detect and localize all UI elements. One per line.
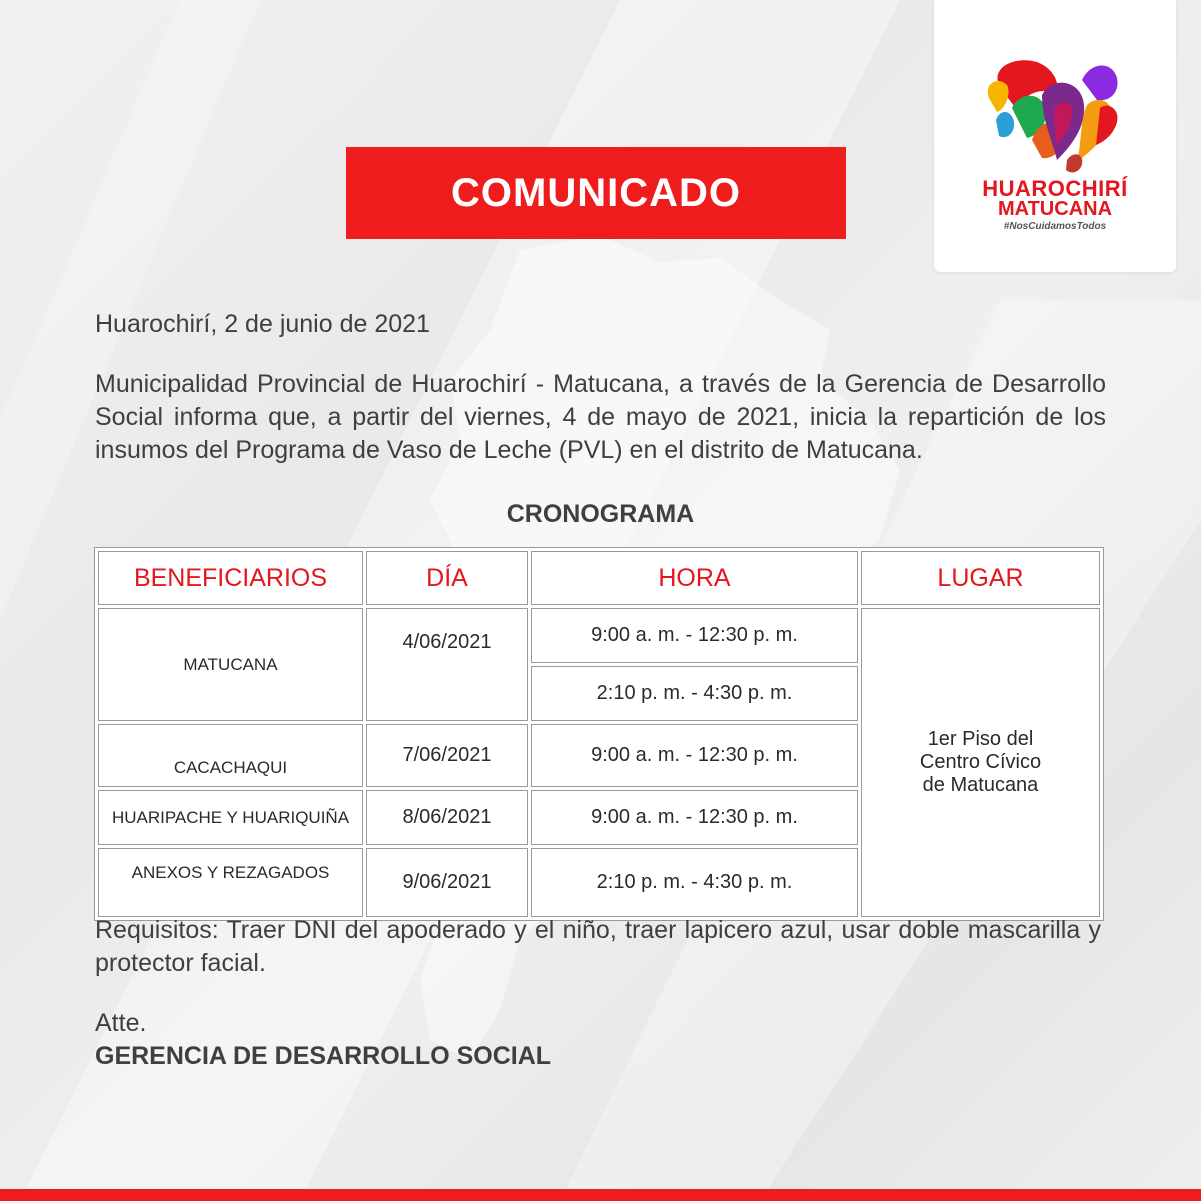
date-line: Huarochirí, 2 de junio de 2021 bbox=[95, 310, 430, 338]
requisitos-paragraph: Requisitos: Traer DNI del apoderado y el niño, traer lapicero azul, usar doble mascarilla y protector facial. bbox=[95, 916, 1101, 977]
hora-cell: 9:00 a. m. - 12:30 p. m. bbox=[531, 724, 858, 787]
dia-cell: 8/06/2021 bbox=[366, 790, 528, 845]
signature: GERENCIA DE DESARROLLO SOCIAL bbox=[95, 1042, 552, 1070]
lugar-line: 1er Piso del bbox=[927, 728, 1034, 750]
hora-cell: 9:00 a. m. - 12:30 p. m. bbox=[531, 790, 858, 845]
bottom-red-bar bbox=[0, 1189, 1201, 1201]
lugar-line: Centro Cívico bbox=[919, 751, 1042, 773]
comunicado-banner: COMUNICADO bbox=[346, 147, 846, 239]
hora-cell: 9:00 a. m. - 12:30 p. m. bbox=[531, 608, 858, 663]
table-row bbox=[98, 608, 1100, 663]
logo-hashtag: #NosCuidamosTodos bbox=[1003, 221, 1107, 232]
header-lugar: LUGAR bbox=[861, 551, 1100, 605]
logo-card bbox=[934, 0, 1176, 272]
lugar-cell bbox=[861, 608, 1100, 917]
beneficiario-cell: MATUCANA bbox=[98, 608, 363, 721]
beneficiario-cell: CACACHAQUI bbox=[98, 724, 363, 787]
intro-paragraph: Municipalidad Provincial de Huarochirí - Matucana, a través de la Gerencia de Desarrollo Social informa que, a partir del viernes, 4 de mayo de 2021, inicia la repartición de los insumos del Programa de Vaso de Leche (PVL) en el distrito de Matucana. bbox=[95, 370, 1106, 464]
hora-cell: 2:10 p. m. - 4:30 p. m. bbox=[531, 666, 858, 721]
dia-cell: 4/06/2021 bbox=[366, 608, 528, 721]
dia-cell: 7/06/2021 bbox=[366, 724, 528, 787]
closing-atte: Atte. bbox=[95, 1009, 147, 1037]
header-hora: HORA bbox=[531, 551, 858, 605]
dia-cell: 9/06/2021 bbox=[366, 848, 528, 917]
schedule-title: CRONOGRAMA bbox=[506, 500, 695, 528]
logo-name-line1: HUAROCHIRÍ bbox=[982, 176, 1128, 201]
table-header-row bbox=[98, 551, 1100, 605]
lugar-line: de Matucana bbox=[922, 774, 1039, 796]
beneficiario-cell: ANEXOS Y REZAGADOS bbox=[98, 848, 363, 917]
schedule-table bbox=[94, 547, 1104, 921]
header-beneficiarios: BENEFICIARIOS bbox=[98, 551, 363, 605]
logo-name-line2: MATUCANA bbox=[997, 198, 1113, 220]
hora-cell: 2:10 p. m. - 4:30 p. m. bbox=[531, 848, 858, 917]
heart-logo-icon bbox=[982, 50, 1132, 175]
beneficiario-cell: HUARIPACHE Y HUARIQUIÑA bbox=[98, 790, 363, 845]
header-dia: DÍA bbox=[366, 551, 528, 605]
